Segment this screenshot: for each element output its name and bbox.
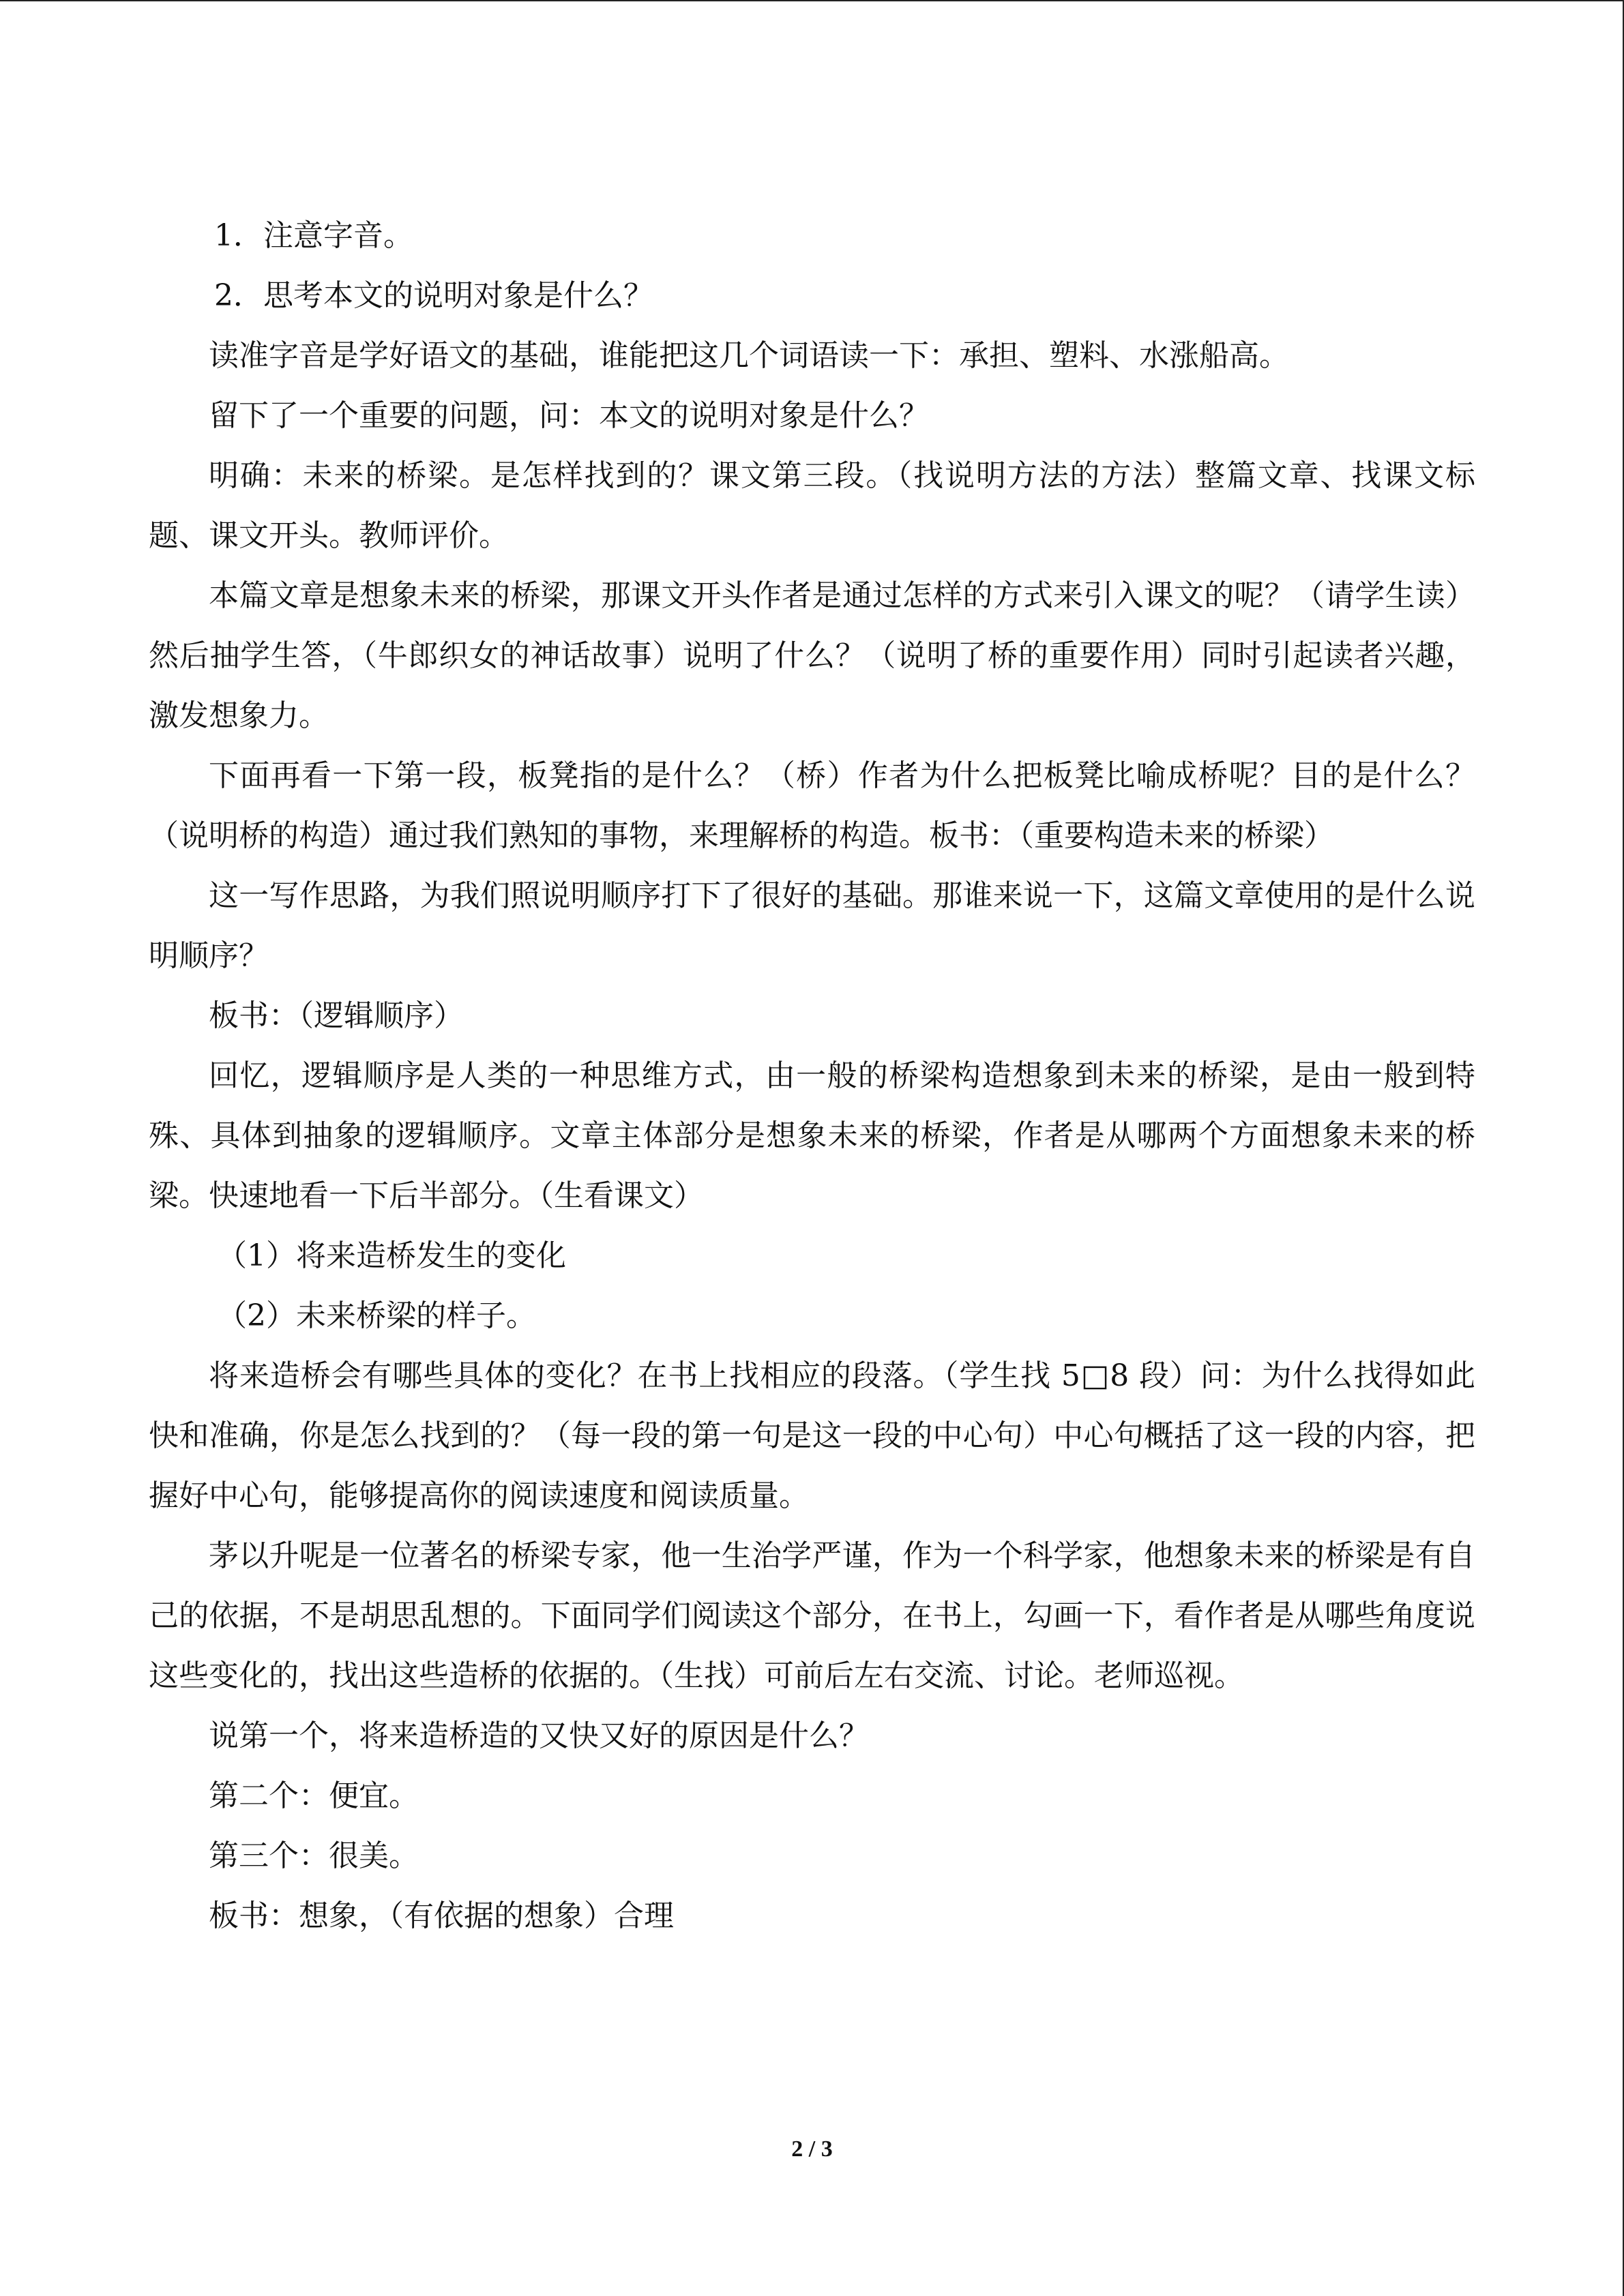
paragraph-sub-item-2: （2）未来桥梁的样子。 [217, 1298, 536, 1333]
paragraph: 板书：（逻辑顺序） [209, 998, 464, 1033]
paragraph: 下面再看一下第一段，板凳指的是什么？（桥）作者为什么把板凳比喻成桥呢？目的是什么？（说明桥的构造）通过我们熟知的事物，来理解桥的构造。板书：（重要构造未来的桥梁） [149, 758, 1475, 853]
paragraph: 板书：想象，（有依据的想象）合理 [209, 1898, 674, 1933]
paragraph-item-1: 1．注意字音。 [214, 218, 413, 253]
paragraph: 将来造桥会有哪些具体的变化？在书上找相应的段落。（学生找 5□8 段）问：为什么找得如此快和准确，你是怎么找到的？（每一段的第一句是这一段的中心句）中心句概括了这一段的内容，把握好中心句，能够提高你的阅读速度和阅读质量。 [149, 1358, 1475, 1513]
paragraph: 说第一个，将来造桥造的又快又好的原因是什么？ [209, 1718, 869, 1753]
paragraph: 茅以升呢是一位著名的桥梁专家，他一生治学严谨，作为一个科学家，他想象未来的桥梁是有自己的依据，不是胡思乱想的。下面同学们阅读这个部分，在书上，勾画一下，看作者是从哪些角度说这些变化的，找出这些造桥的依据的。（生找）可前后左右交流、讨论。老师巡视。 [149, 1538, 1475, 1693]
paragraph-item-2: 2．思考本文的说明对象是什么？ [214, 278, 653, 313]
paragraph: 明确：未来的桥梁。是怎样找到的？课文第三段。（找说明方法的方法）整篇文章、找课文标题、课文开头。教师评价。 [149, 458, 1475, 553]
paragraph-sub-item-1: （1）将来造桥发生的变化 [217, 1238, 566, 1273]
paragraph: 第二个：便宜。 [209, 1778, 419, 1813]
paragraph: 读准字音是学好语文的基础，谁能把这几个词语读一下：承担、塑料、水涨船高。 [209, 338, 1289, 373]
paragraph: 第三个：很美。 [209, 1838, 419, 1873]
paragraph: 本篇文章是想象未来的桥梁，那课文开头作者是通过怎样的方式来引入课文的呢？（请学生读）然后抽学生答，（牛郎织女的神话故事）说明了什么？（说明了桥的重要作用）同时引起读者兴趣，激发想象力。 [149, 578, 1475, 733]
paragraph: 留下了一个重要的问题，问：本文的说明对象是什么？ [209, 398, 929, 433]
paragraph: 这一写作思路，为我们照说明顺序打下了很好的基础。那谁来说一下，这篇文章使用的是什么说明顺序？ [149, 878, 1475, 973]
body-text [149, 206, 1475, 1946]
paragraph: 回忆，逻辑顺序是人类的一种思维方式，由一般的桥梁构造想象到未来的桥梁，是由一般到特殊、具体到抽象的逻辑顺序。文章主体部分是想象未来的桥梁，作者是从哪两个方面想象未来的桥梁。快速地看一下后半部分。（生看课文） [149, 1058, 1475, 1213]
page-number: 2 / 3 [791, 2136, 833, 2162]
